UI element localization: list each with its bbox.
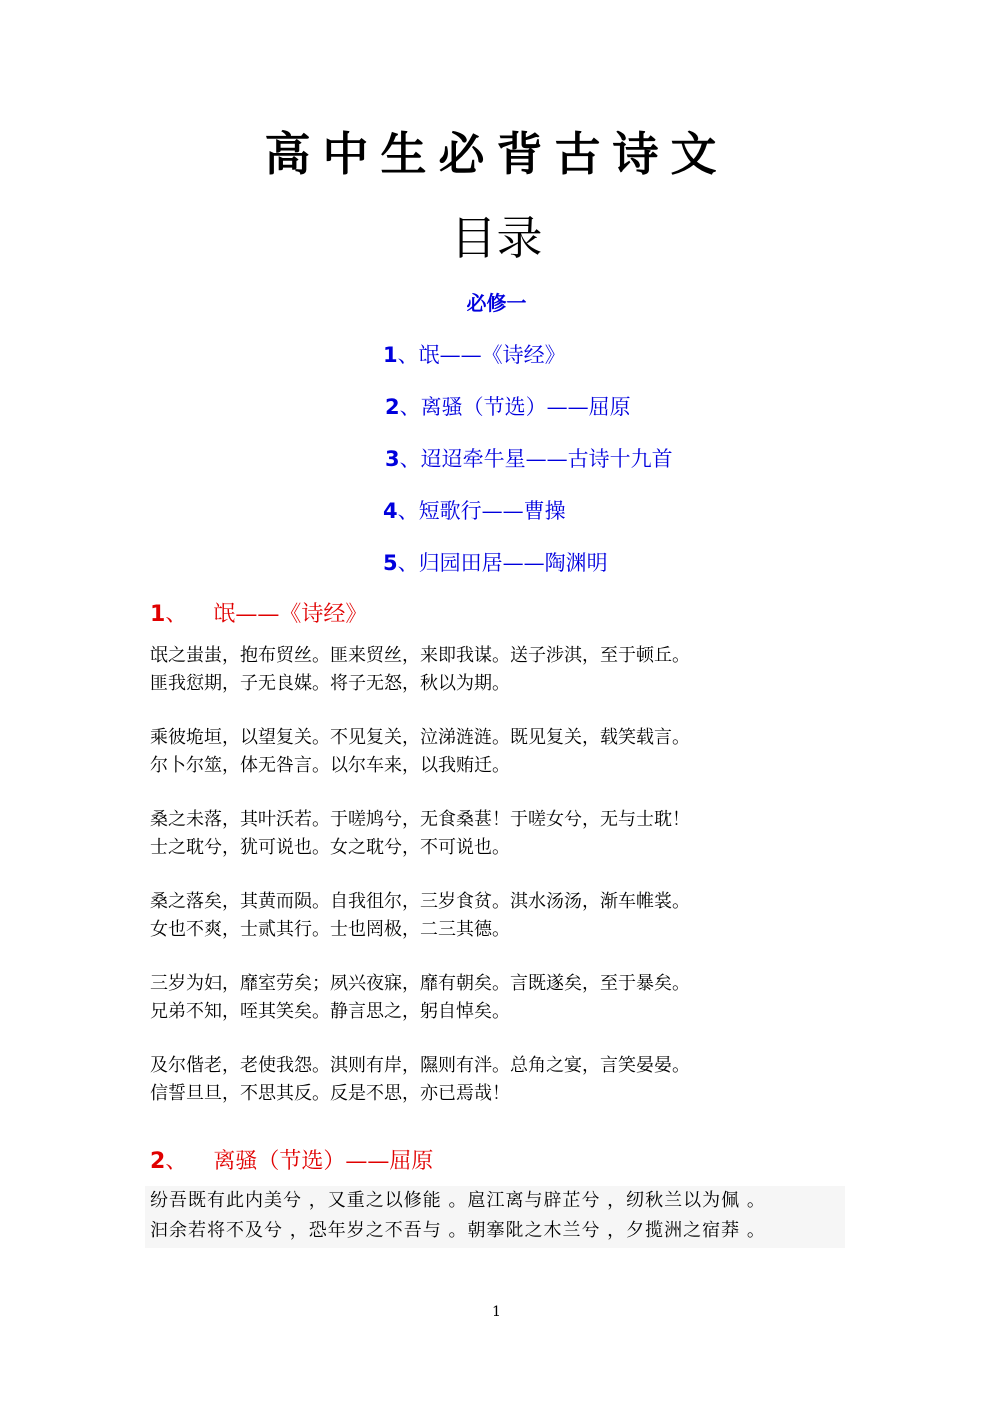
toc-heading: 目录	[450, 211, 543, 265]
poem-stanza-3	[150, 806, 690, 862]
section-title: 氓——《诗经》	[213, 602, 368, 627]
section-heading-1	[150, 599, 367, 631]
toc-item-number: 2	[385, 395, 400, 419]
toc-item-4[interactable]	[383, 496, 566, 526]
poem-line: 及尔偕老，老使我怨。淇则有岸，隰则有泮。总角之宴，言笑晏晏。	[150, 1055, 690, 1076]
poem-stanza-6	[150, 1052, 690, 1108]
toc-item-number: 3	[385, 447, 400, 471]
poem-stanza-1	[150, 642, 690, 698]
poem-excerpt-block	[145, 1186, 845, 1248]
toc-item-number: 5	[383, 551, 398, 575]
poem-line: 氓之蚩蚩，抱布贸丝。匪来贸丝，来即我谋。送子涉淇，至于顿丘。	[150, 645, 690, 666]
poem-line: 三岁为妇，靡室劳矣；夙兴夜寐，靡有朝矣。言既遂矣，至于暴矣。	[150, 973, 690, 994]
toc-item-separator: 、	[399, 395, 421, 419]
toc-item-3[interactable]	[385, 444, 673, 474]
toc-item-title: 迢迢牵牛星——古诗十九首	[420, 447, 673, 471]
section-number: 1	[150, 602, 166, 627]
section-separator: 、	[165, 602, 188, 627]
poem-line: 桑之落矣，其黄而陨。自我徂尔，三岁食贫。淇水汤汤，渐车帷裳。	[150, 891, 690, 912]
section-heading-2	[150, 1146, 433, 1178]
section-number: 2	[150, 1149, 166, 1174]
toc-item-separator: 、	[397, 551, 419, 575]
toc-section-label: 必修一	[466, 291, 527, 315]
page-number: 1	[492, 1304, 501, 1320]
toc-item-title: 归园田居——陶渊明	[418, 551, 608, 575]
section-title: 离骚（节选）——屈原	[213, 1149, 434, 1174]
toc-item-number: 4	[383, 499, 398, 523]
poem-stanza-5	[150, 970, 690, 1026]
toc-item-title: 离骚（节选）——屈原	[420, 395, 631, 419]
poem-line: 尔卜尔筮，体无咎言。以尔车来，以我贿迁。	[150, 755, 510, 776]
toc-item-title: 短歌行——曹操	[418, 499, 566, 523]
poem-stanza-2	[150, 724, 690, 780]
toc-item-5[interactable]	[383, 548, 608, 578]
poem-line: 匪我愆期，子无良媒。将子无怒，秋以为期。	[150, 673, 510, 694]
toc-item-number: 1	[383, 343, 398, 367]
toc-item-separator: 、	[397, 343, 419, 367]
toc-item-2[interactable]	[385, 392, 631, 422]
section-separator: 、	[165, 1149, 188, 1174]
poem-stanza-4	[150, 888, 690, 944]
toc-item-title: 氓——《诗经》	[418, 343, 566, 367]
poem-line: 汩余若将不及兮 ，恐年岁之不吾与 。朝搴阰之木兰兮 ，夕揽洲之宿莽 。	[150, 1220, 766, 1241]
toc-item-separator: 、	[399, 447, 421, 471]
poem-line: 乘彼垝垣，以望复关。不见复关，泣涕涟涟。既见复关，载笑载言。	[150, 727, 690, 748]
document-title: 高中生必背古诗文	[264, 127, 729, 181]
toc-item-1[interactable]	[383, 340, 566, 370]
poem-line: 桑之未落，其叶沃若。于嗟鸠兮，无食桑葚！于嗟女兮，无与士耽！	[150, 809, 690, 830]
poem-line: 信誓旦旦，不思其反。反是不思，亦已焉哉！	[150, 1083, 510, 1104]
poem-line: 士之耽兮，犹可说也。女之耽兮，不可说也。	[150, 837, 510, 858]
poem-line: 兄弟不知，咥其笑矣。静言思之，躬自悼矣。	[150, 1001, 510, 1022]
toc-item-separator: 、	[397, 499, 419, 523]
poem-line: 纷吾既有此内美兮 ，又重之以修能 。扈江离与辟芷兮 ，纫秋兰以为佩 。	[150, 1190, 766, 1211]
poem-line: 女也不爽，士贰其行。士也罔极，二三其德。	[150, 919, 510, 940]
